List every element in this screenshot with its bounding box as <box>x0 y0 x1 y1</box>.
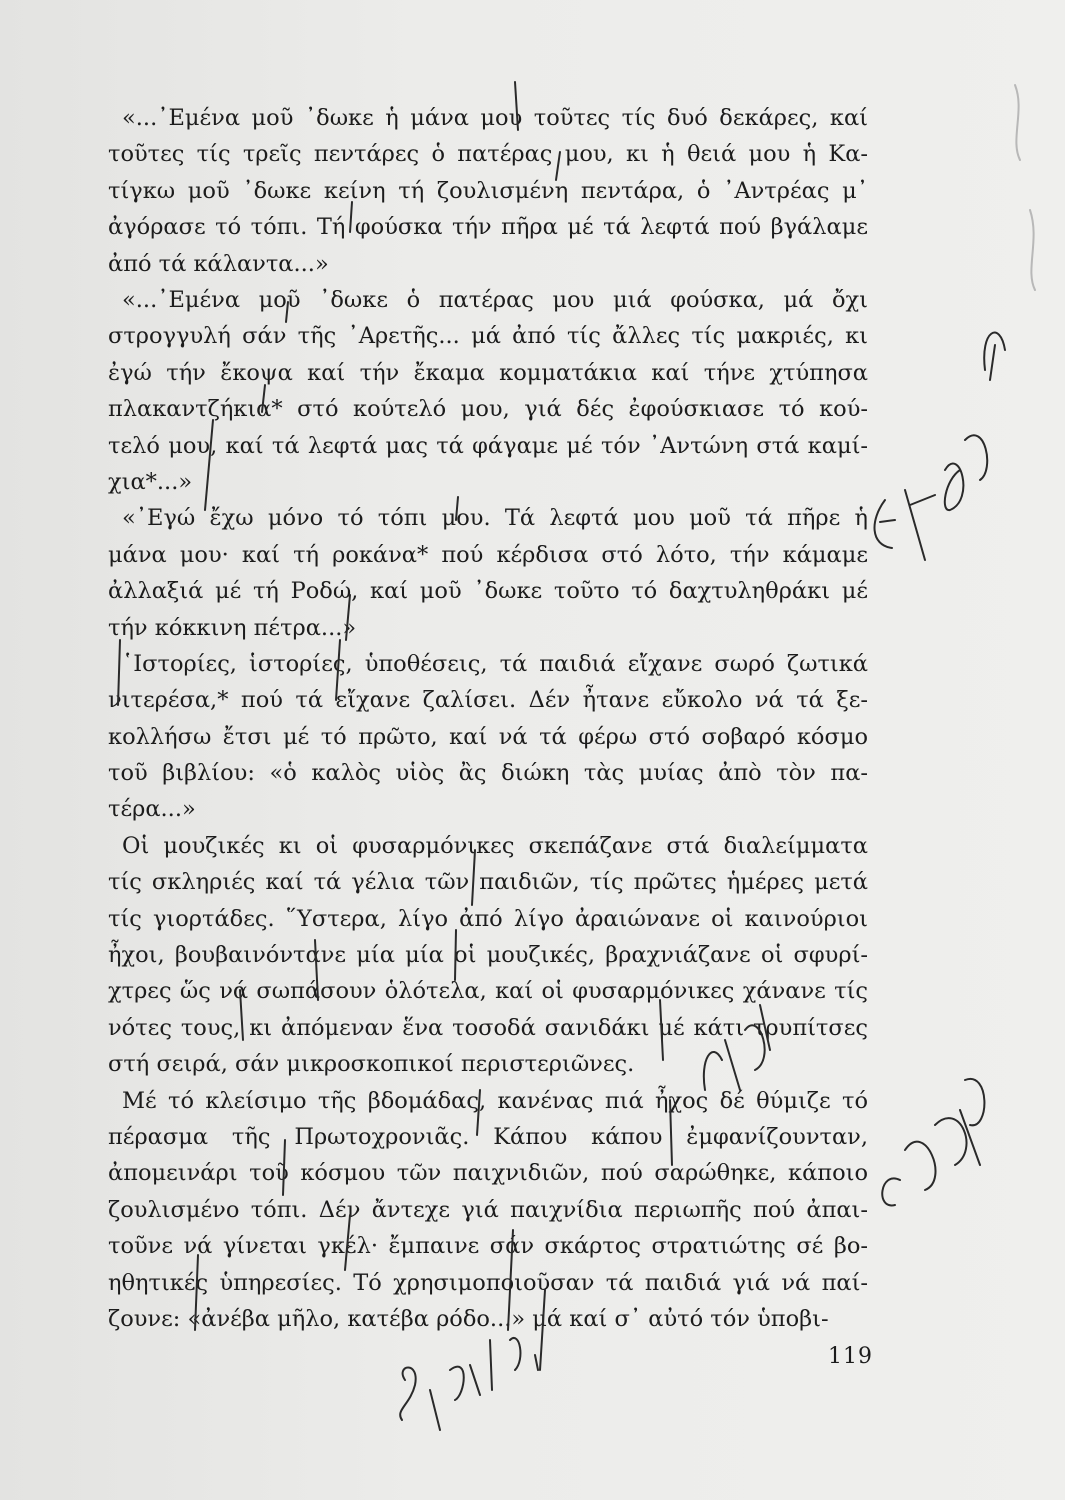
text-line: πλακαντζήκια* στό κούτελό μου, γιά δές ἐφούσκιασε τό κού- <box>108 396 868 423</box>
text-line: νότες τους, κι ἀπόμεναν ἕνα τοσοδά σανιδάκι μέ κάτι τρυπίτσες <box>108 1014 868 1041</box>
text-line: τίς σκληριές καί τά γέλια τῶν παιδιῶν, τίς πρῶτες ἡμέρες μετά <box>108 869 868 896</box>
pencil-mark <box>660 1000 663 1060</box>
text-line: ἀπό τά κάλαντα...» <box>108 250 329 277</box>
text-line: «...᾿Εμένα μοῦ ᾿δωκε ὁ πατέρας μου μιά φούσκα, μά ὄχι <box>122 286 868 313</box>
pencil-mark <box>477 1090 480 1135</box>
text-line: τοῦνε νά γίνεται γκέλ· ἔμπαινε σάν σκάρτος στρατιώτης σέ βο- <box>108 1233 868 1260</box>
pencil-mark <box>195 1255 198 1330</box>
text-line: τίς γιορτάδες. ῞Υστερα, λίγο ἀπό λίγο ἀραιώνανε οἱ καινούριοι <box>108 905 868 932</box>
pencil-mark <box>556 152 560 180</box>
pencil-mark <box>205 420 213 510</box>
text-line: ζουνε: «ἀνέβα μῆλο, κατέβα ρόδο...» μά καί σ᾿ αὐτό τόν ὑποβι- <box>108 1305 829 1332</box>
pencil-mark <box>472 850 475 905</box>
text-line: ἦχοι, βουβαινόντανε μία μία οἱ μουζικές, βραχνιάζανε οἱ σφυρί- <box>108 942 868 969</box>
pencil-mark <box>286 302 288 322</box>
text-line: ηθητικές ὑπηρεσίες. Τό χρησιμοποιοῦσαν τά παιδιά γιά νά παί- <box>108 1269 868 1296</box>
text-line: στή σειρά, σάν μικροσκοπικοί περιστεριῶνες. <box>108 1051 635 1078</box>
margin-handwriting <box>1015 85 1035 290</box>
pencil-mark <box>346 595 350 640</box>
pencil-mark <box>456 497 458 520</box>
text-line: τοῦ βιβλίου: «ὁ καλὸς υἱὸς ἂς διώκη τὰς μυίας ἀπὸ τὸν πα- <box>108 760 868 787</box>
text-line: «...᾿Εμένα μοῦ ᾿δωκε ἡ μάνα μου τοῦτες τίς δυό δεκάρες, καί <box>122 105 868 131</box>
pencil-mark <box>345 1215 350 1270</box>
pencil-mark <box>455 930 456 980</box>
text-line: πέρασμα τῆς Πρωτοχρονιᾶς. Κάπου κάπου ἐμφανίζουνταν, <box>108 1124 868 1151</box>
text-line: «᾿Εγώ ἔχω μόνο τό τόπι μου. Τά λεφτά μου μοῦ τά πῆρε ἡ <box>122 505 868 532</box>
text-line: ζουλισμένο τόπι. Δέν ἄντεχε γιά παιχνίδια περιωπῆς πού ἀπαι- <box>108 1196 868 1223</box>
margin-handwriting <box>875 333 1005 560</box>
text-line: τήν κόκκινη πέτρα...» <box>108 614 357 641</box>
margin-handwriting <box>704 1005 770 1090</box>
text-line: νιτερέσα,* πού τά εἴχανε ζαλίσει. Δέν ἦτανε εὔκολο νά τά ξε- <box>108 687 868 714</box>
pencil-mark <box>262 385 265 412</box>
text-line: τοῦτες τίς τρεῖς πεντάρες ὁ πατέρας μου, κι ἡ θειά μου ἡ Κα- <box>108 141 868 168</box>
text-line: ἀλλαξιά μέ τή Ροδώ, καί μοῦ ᾿δωκε τοῦτο τό δαχτυληθράκι μέ <box>108 578 868 605</box>
pencil-mark <box>350 202 352 232</box>
text-line: τέρα...» <box>108 796 196 823</box>
pencil-mark <box>283 1140 285 1195</box>
margin-handwriting <box>400 1338 538 1430</box>
text-line: ῾Ιστορίες, ἱστορίες, ὑποθέσεις, τά παιδιά εἴχανε σωρό ζωτικά <box>122 650 868 677</box>
text-line: χια*...» <box>108 468 193 495</box>
pencil-mark <box>670 1100 672 1165</box>
text-line: ἐγώ τήν ἔκοψα καί τήν ἔκαμα κομματάκια καί τήνε χτύπησα <box>108 359 868 386</box>
text-line: στρογγυλή σάν τῆς ᾿Αρετῆς... μά ἀπό τίς ἄλλες τίς μακριές, κι <box>108 323 868 350</box>
margin-handwriting <box>882 1079 984 1206</box>
pencil-mark <box>118 640 120 705</box>
pencil-mark <box>240 990 243 1040</box>
text-line: κολλήσω ἔτσι μέ τό πρῶτο, καί νά τά φέρω στό σοβαρό κόσμο <box>108 723 868 750</box>
text-line: τελό μου, καί τά λεφτά μας τά φάγαμε μέ τόν ᾿Αντώνη στά καμί- <box>108 432 868 459</box>
pencil-mark <box>540 1290 545 1370</box>
text-line: Μέ τό κλείσιμο τῆς βδομάδας, κανένας πιά ἦχος δέ θύμιζε τό <box>122 1087 868 1114</box>
text-line: χτρες ὥς νά σωπάσουν ὁλότελα, καί οἱ φυσαρμόνικες χάνανε τίς <box>108 978 868 1005</box>
pencil-mark <box>515 82 518 130</box>
text-line: Οἱ μουζικές κι οἱ φυσαρμόνικες σκεπάζανε στά διαλείμματα <box>122 832 868 859</box>
pencil-mark <box>336 640 340 700</box>
text-line: μάνα μου· καί τή ροκάνα* πού κέρδισα στό λότο, τήν κάμαμε <box>108 541 868 568</box>
page-number: 119 <box>828 1344 873 1369</box>
pencil-mark <box>508 1230 513 1330</box>
text-line: ἀπομεινάρι τοῦ κόσμου τῶν παιχνιδιῶν, πού σαρώθηκε, κάποιο <box>108 1160 868 1187</box>
text-line: ἀγόρασε τό τόπι. Τή φούσκα τήν πῆρα μέ τά λεφτά πού βγάλαμε <box>108 214 868 241</box>
text-line: τίγκω μοῦ ᾿δωκε κείνη τή ζουλισμένη πεντάρα, ὁ ᾿Αντρέας μ᾿ <box>108 177 868 204</box>
pencil-mark <box>315 940 318 1000</box>
